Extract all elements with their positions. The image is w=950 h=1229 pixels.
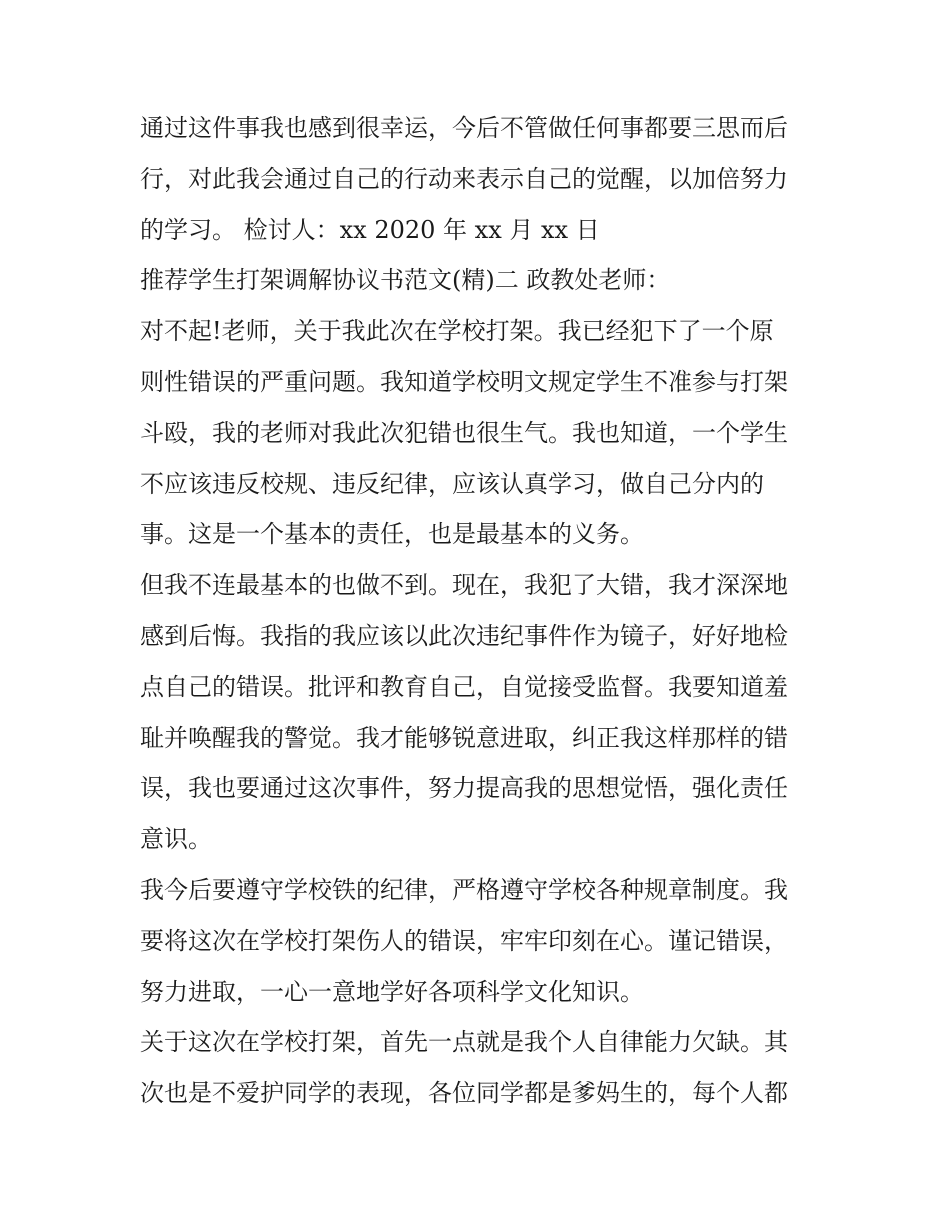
text-line: 要将这次在学校打架伤人的错误，牢牢印刻在心。谨记错误， bbox=[140, 926, 788, 955]
text-line: 感到后悔。我指的我应该以此次违纪事件作为镜子，好好地检 bbox=[140, 621, 788, 650]
text-line: 则性错误的严重问题。我知道学校明文规定学生不准参与打架 bbox=[140, 367, 788, 396]
text-line: 对不起!老师，关于我此次在学校打架。我已经犯下了一个原 bbox=[140, 317, 774, 346]
text-line: 不应该违反校规、违反纪律，应该认真学习，做自己分内的 bbox=[140, 469, 764, 498]
text-line: 误，我也要通过这次事件，努力提高我的思想觉悟，强化责任 bbox=[140, 774, 788, 803]
text-line: 但我不连最基本的也做不到。现在，我犯了大错，我才深深地 bbox=[140, 571, 788, 600]
signature-line: 的学习。 检讨人：xx 2020 年 xx 月 xx 日 bbox=[140, 215, 600, 244]
text-line: 意识。 bbox=[140, 825, 212, 854]
text-line: 斗殴，我的老师对我此次犯错也很生气。我也知道，一个学生 bbox=[140, 418, 788, 447]
text-line: 点自己的错误。批评和教育自己，自觉接受监督。我要知道羞 bbox=[140, 672, 788, 701]
text-line: 关于这次在学校打架，首先一点就是我个人自律能力欠缺。其 bbox=[140, 1028, 788, 1057]
section-heading: 推荐学生打架调解协议书范文(精)二 政教处老师： bbox=[140, 266, 671, 295]
document-body bbox=[140, 103, 830, 1119]
text-line: 努力进取，一心一意地学好各项科学文化知识。 bbox=[140, 977, 644, 1006]
text-line: 行，对此我会通过自己的行动来表示自己的觉醒，以加倍努力 bbox=[140, 164, 788, 193]
text-line: 事。这是一个基本的责任，也是最基本的义务。 bbox=[140, 520, 644, 549]
text-line: 我今后要遵守学校铁的纪律，严格遵守学校各种规章制度。我 bbox=[140, 875, 788, 904]
text-line: 耻并唤醒我的警觉。我才能够锐意进取，纠正我这样那样的错 bbox=[140, 723, 788, 752]
text-line: 通过这件事我也感到很幸运，今后不管做任何事都要三思而后 bbox=[140, 114, 788, 142]
text-line: 次也是不爱护同学的表现，各位同学都是爹妈生的，每个人都 bbox=[140, 1079, 788, 1108]
